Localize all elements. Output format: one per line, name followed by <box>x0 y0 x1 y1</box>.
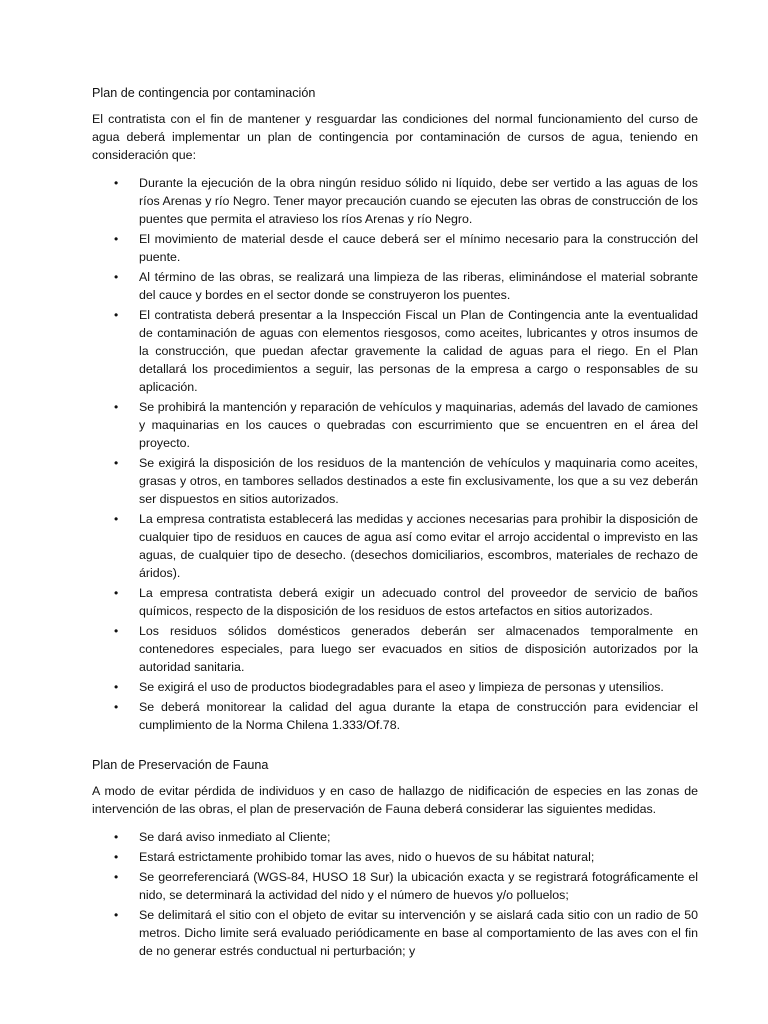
list-item-text: Durante la ejecución de la obra ningún residuo sólido ni líquido, debe ser vertido a las aguas de los ríos Arenas y río Negro. Tener mayor precaución cuando se ejecuten las obras de construcción de los puentes que permita el atravieso los ríos Arenas y río Negro. <box>139 176 698 226</box>
bullet-icon: • <box>114 308 119 322</box>
list-item <box>92 906 698 960</box>
bullet-icon: • <box>114 456 119 470</box>
bullet-icon: • <box>114 270 119 284</box>
bullet-list-fauna <box>92 828 698 960</box>
bullet-icon: • <box>114 850 119 864</box>
list-item <box>92 678 698 696</box>
bullet-icon: • <box>114 624 119 638</box>
list-item <box>92 510 698 582</box>
list-item <box>92 268 698 304</box>
list-item-text: Se georreferenciará (WGS-84, HUSO 18 Sur) la ubicación exacta y se registrará fotográficamente el nido, se determinará la actividad del nido y el número de huevos y/o polluelos; <box>139 870 698 902</box>
section-intro-contingencia: El contratista con el fin de mantener y resguardar las condiciones del normal funcionamiento del curso de agua deberá implementar un plan de contingencia por contaminación de cursos de agua, teniendo en consideración que: <box>92 112 698 162</box>
list-item-text: La empresa contratista deberá exigir un adecuado control del proveedor de servicio de baños químicos, respecto de la disposición de los residuos de estos artefactos en sitios autorizados. <box>139 586 698 618</box>
bullet-icon: • <box>114 908 119 922</box>
bullet-icon: • <box>114 870 119 884</box>
list-item <box>92 584 698 620</box>
list-item-text: Al término de las obras, se realizará una limpieza de las riberas, eliminándose el material sobrante del cauce y bordes en el sector donde se construyeron los puentes. <box>139 270 698 302</box>
list-item-text: Se prohibirá la mantención y reparación de vehículos y maquinarias, además del lavado de camiones y maquinarias en los cauces o quebradas con escurrimiento que se encuentren en el área del proyecto. <box>139 400 698 450</box>
list-item <box>92 828 698 846</box>
list-item <box>92 868 698 904</box>
list-item <box>92 398 698 452</box>
bullet-icon: • <box>114 586 119 600</box>
list-item <box>92 698 698 734</box>
bullet-icon: • <box>114 512 119 526</box>
list-item-text: Se deberá monitorear la calidad del agua durante la etapa de construcción para evidenciar el cumplimiento de la Norma Chilena 1.333/Of.78. <box>139 700 698 732</box>
list-item-text: Se dará aviso inmediato al Cliente; <box>139 830 331 844</box>
bullet-icon: • <box>114 700 119 714</box>
bullet-icon: • <box>114 830 119 844</box>
list-item-text: El contratista deberá presentar a la Inspección Fiscal un Plan de Contingencia ante la eventualidad de contaminación de aguas con elementos riesgosos, como aceites, lubricantes y otros insumos de la construcción, que puedan afectar gravemente la calidad de aguas para el riego. En el Plan detallará los procedimientos a seguir, las personas de la empresa a cargo o responsables de su aplicación. <box>139 308 698 394</box>
list-item-text: Se exigirá la disposición de los residuos de la mantención de vehículos y maquinaria como aceites, grasas y otros, en tambores sellados destinados a este fin exclusivamente, los que a su vez deberán ser dispuestos en sitios autorizados. <box>139 456 698 506</box>
bullet-icon: • <box>114 176 119 190</box>
bullet-icon: • <box>114 232 119 246</box>
list-item-text: La empresa contratista establecerá las medidas y acciones necesarias para prohibir la disposición de cualquier tipo de residuos en cauces de agua así como evitar el arrojo accidental o imprevisto en las aguas, de cualquier tipo de desecho. (desechos domiciliarios, escombros, materiales de rechazo de áridos). <box>139 512 698 580</box>
list-item <box>92 230 698 266</box>
list-item-text: Se delimitará el sitio con el objeto de evitar su intervención y se aislará cada sitio con un radio de 50 metros. Dicho limite será evaluado periódicamente en base al comportamiento de las aves con el fin de no generar estrés conductual ni perturbación; y <box>139 908 698 958</box>
list-item-text: El movimiento de material desde el cauce deberá ser el mínimo necesario para la construcción del puente. <box>139 232 698 264</box>
bullet-icon: • <box>114 680 119 694</box>
section-intro-fauna: A modo de evitar pérdida de individuos y en caso de hallazgo de nidificación de especies en las zonas de intervención de las obras, el plan de preservación de Fauna deberá considerar las siguientes medidas. <box>92 784 698 816</box>
list-item-text: Estará estrictamente prohibido tomar las aves, nido o huevos de su hábitat natural; <box>139 850 595 864</box>
list-item <box>92 848 698 866</box>
bullet-list-contingencia <box>92 174 698 734</box>
list-item <box>92 174 698 228</box>
list-item-text: Los residuos sólidos domésticos generados deberán ser almacenados temporalmente en contenedores especiales, para luego ser evacuados en sitios de disposición autorizados por la autoridad sanitaria. <box>139 624 698 674</box>
section-title-fauna: Plan de Preservación de Fauna <box>92 758 269 772</box>
section-title-contingencia: Plan de contingencia por contaminación <box>92 86 316 100</box>
list-item <box>92 454 698 508</box>
list-item-text: Se exigirá el uso de productos biodegradables para el aseo y limpieza de personas y utensilios. <box>139 680 664 694</box>
list-item <box>92 306 698 396</box>
bullet-icon: • <box>114 400 119 414</box>
list-item <box>92 622 698 676</box>
